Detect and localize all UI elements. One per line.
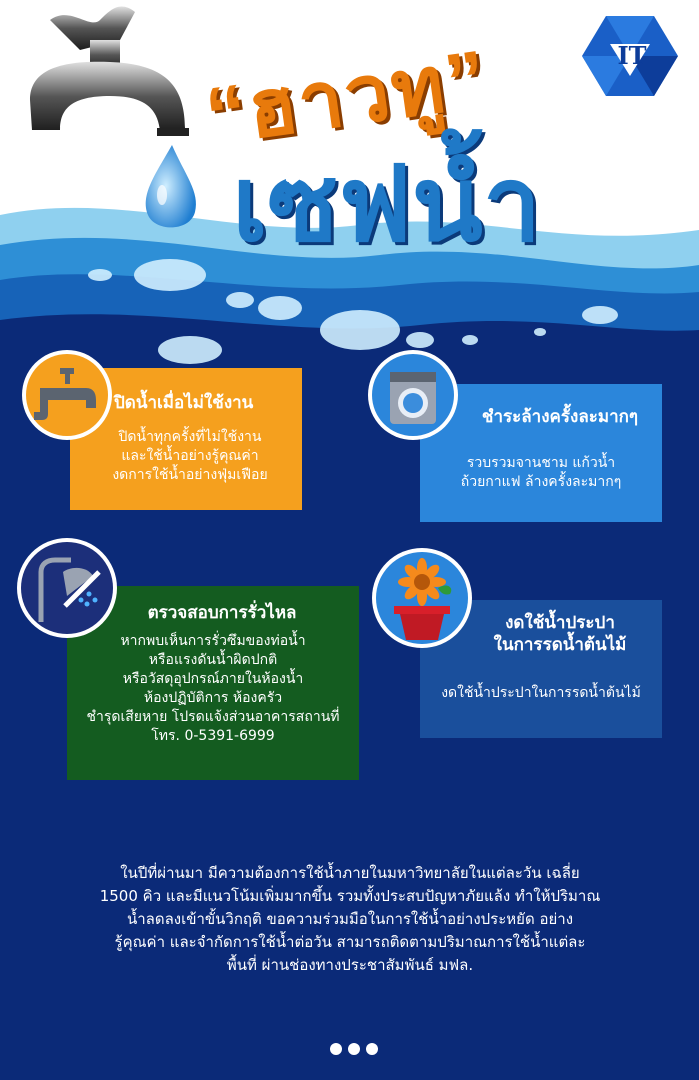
pagination-dot[interactable]: [366, 1043, 378, 1055]
card-body-line: ชำรุดเสียหาย โปรดแจ้งส่วนอาคารสถานที่: [86, 709, 340, 725]
card-body: [430, 684, 652, 703]
footer-line: พื้นที่ ผ่านช่องทางประชาสัมพันธ์ มฟล.: [226, 956, 474, 974]
card-body-line: หากพบเห็นการรั่วซึมของท่อน้ำ: [120, 633, 306, 649]
footer-line: รู้คุณค่า และจำกัดการใช้น้ำต่อวัน สามารถติดตามปริมาณการใช้น้ำแต่ละ: [114, 933, 586, 951]
pagination-dot[interactable]: [348, 1043, 360, 1055]
card-title: ปิดน้ำเมื่อไม่ใช้งาน: [114, 393, 254, 413]
footer-paragraph: [80, 862, 620, 977]
card-body: [430, 454, 652, 492]
card-title-line: งดใช้น้ำประปา: [505, 613, 615, 633]
footer-line: น้ำลดลงเข้าขั้นวิกฤติ ขอความร่วมมือในการใช้น้ำอย่างประหยัด อย่าง: [126, 910, 574, 928]
card-title: ตรวจสอบการรั่วไหล: [147, 603, 297, 623]
card-body-line: และใช้น้ำอย่างรู้คุณค่า: [121, 448, 259, 464]
card-body: [90, 428, 290, 485]
card-body-line: ห้องปฏิบัติการ ห้องครัว: [143, 690, 283, 706]
card-title: [460, 612, 660, 656]
card-body: [71, 632, 355, 746]
card-title: ชำระล้างครั้งละมากๆ: [481, 407, 639, 427]
card-body-line: ถ้วยกาแฟ ล้างครั้งละมากๆ: [460, 474, 622, 490]
card-body-line: งดการใช้น้ำอย่างฟุ่มเฟือย: [112, 467, 268, 483]
card-body-line: โทร. 0-5391-6999: [151, 728, 275, 744]
title-line-2: เซฟน้ำ: [232, 147, 542, 263]
washing-machine-icon: [368, 350, 458, 440]
card-body-line: ปิดน้ำทุกครั้งที่ไม่ใช้งาน: [118, 429, 262, 445]
footer-line: ในปีที่ผ่านมา มีความต้องการใช้น้ำภายในมหาวิทยาลัยในแต่ละวัน เฉลี่ย: [120, 864, 580, 882]
shower-icon: [17, 538, 117, 638]
logo-text: IT: [617, 41, 647, 70]
flower-pot-icon: [372, 548, 472, 648]
card-body-line: รวบรวมจานชาม แก้วน้ำ: [466, 455, 616, 471]
footer-line: 1500 คิว และมีแนวโน้มเพิ่มมากขึ้น รวมทั้งประสบปัญหาภัยแล้ง ทำให้ปริมาณ: [99, 887, 601, 905]
card-title-line: ในการรดน้ำต้นไม้: [493, 635, 627, 655]
faucet-icon: [22, 350, 112, 440]
card-body-line: งดใช้น้ำประปาในการรดน้ำต้นไม้: [441, 685, 641, 701]
card-body-line: หรือแรงดันน้ำผิดปกติ: [148, 652, 278, 668]
title-line-1: “ฮาวทู”: [200, 33, 494, 161]
pagination-dot[interactable]: [330, 1043, 342, 1055]
card-body-line: หรือวัสดุอุปกรณ์ภายในห้องน้ำ: [122, 671, 304, 687]
pagination-dots[interactable]: [330, 1042, 380, 1056]
